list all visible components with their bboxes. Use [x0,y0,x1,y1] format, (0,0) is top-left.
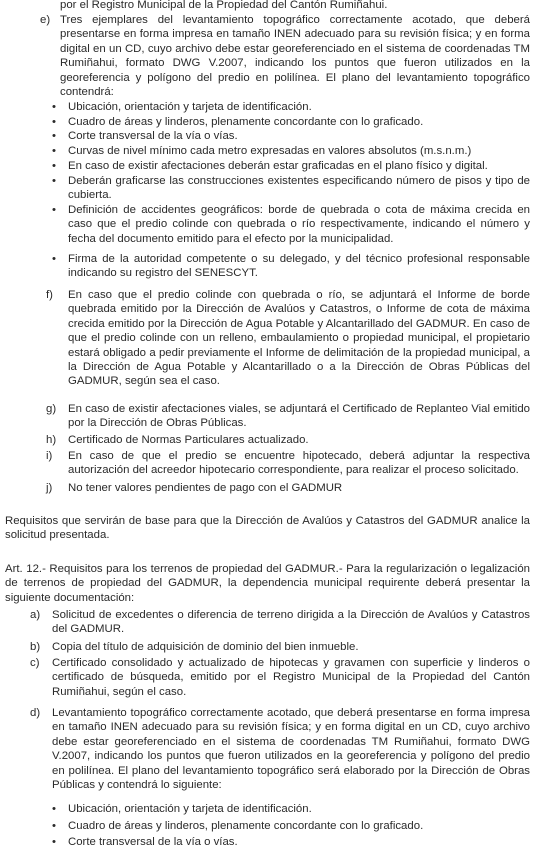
item-marker: f) [46,289,53,301]
bullet-item [52,100,530,114]
bullet-item [52,129,530,143]
item-text: Certificado de Normas Particulares actualizado. [68,434,309,446]
item-text: Tres ejemplares del levantamiento topográfico correctamente acotado, que deberá presentarse en forma impresa en tamaño INEN adecuado para su revisión física; y en forma digital en un CD, cuyo archivo debe estar georeferenciado en el sistema de coordenadas TM Rumiñahui, formato DWG V.2007, indicando los puntos que fueron utilizados en la georeferencia y polígono del predio en polilínea. El plano del levantamiento topográfico contendrá: [60,14,530,99]
bullet-item [52,203,530,246]
bullet-text: Firma de la autoridad competente o su delegado, y del técnico profesional responsable indicando su registro del SENESCYT. [68,253,530,280]
item-marker: a) [30,609,41,621]
item-marker: e) [40,14,51,26]
item-text: No tener valores pendientes de pago con el GADMUR [68,482,343,494]
bullet-icon: • [52,160,56,172]
bullet-text: Definición de accidentes geográficos: borde de quebrada o cota de máxima crecida en caso que el predio colinde con quebrada o río respectivamente, indicando el número y fecha del documento emitido para el efecto por la municipalidad. [68,204,530,245]
list-item-e [40,13,530,99]
item-text: En caso de que el predio se encuentre hipotecado, deberá adjuntar la respectiva autorización del acreedor hipotecario correspondiente, para realizar el proceso solicitado. [68,450,530,477]
list-item-b [30,640,530,654]
item-text: En caso que el predio colinde con quebrada o río, se adjuntará el Informe de borde quebrada emitido por la Dirección de Avalúos y Catastros, o Informe de cota de máxima crecida emitido por la Dirección de Agua Potable y Alcantarillado del GADMUR. En caso de que el predio colinde con un relleno, embaulamiento o propiedad municipal, el propietario estará obligado a pedir previamente el Informe de delimitación de la propiedad municipal, a la Dirección de Agua Potable y Alcantarillado o a la Dirección de Obras Públicas del GADMUR, según sea el caso. [68,289,530,388]
bullet-icon: • [52,820,56,832]
bullet-icon: • [52,204,56,216]
bullet-item [52,174,530,203]
bullet-icon: • [52,836,56,848]
item-marker: h) [46,434,57,446]
list-item-h [46,433,530,447]
bullet-icon: • [52,803,56,815]
article-12-paragraph: Art. 12.- Requisitos para los terrenos de propiedad del GADMUR.- Para la regularización o legalización de terrenos de propiedad del GADMUR, la dependencia municipal requirente deberá presentar la siguiente documentación: [5,563,530,604]
bullet-item [52,835,530,849]
bullet-text: Curvas de nivel mínimo cada metro expresadas en valores absolutos (m.s.n.m.) [68,145,472,157]
list-item-a [30,608,530,637]
item-text: Certificado consolidado y actualizado de hipotecas y gravamen con superficie y linderos o certificado de búsqueda, emitido por el Registro Municipal de la Propiedad del Cantón Rumiñahui, según el caso. [52,657,530,698]
list-item-g [46,402,530,431]
bullet-text: Corte transversal de la vía o vías. [68,836,238,848]
requisitos-paragraph: Requisitos que servirán de base para que la Dirección de Avalúos y Catastros del GADMUR analice la solicitud presentada. [5,515,530,542]
bullet-text: En caso de existir afectaciones deberán estar graficadas en el plano físico y digital. [68,160,488,172]
item-marker: c) [30,657,40,669]
top-line: por el Registro Municipal de la Propiedad del Cantón Rumiñahui. [60,0,388,11]
bullet-text: Deberán graficarse las construcciones existentes especificando número de pisos y tipo de cubierta. [68,175,530,202]
list-item-f [46,288,530,389]
item-text: Solicitud de excedentes o diferencia de terreno dirigida a la Dirección de Avalúos y Catastros del GADMUR. [52,609,530,636]
list-item-j [46,481,530,495]
item-marker: i) [46,450,53,462]
bullet-item [52,144,530,158]
bullet-icon: • [52,253,56,265]
item-text: En caso de existir afectaciones viales, se adjuntará el Certificado de Replanteo Vial emitido por la Dirección de Obras Públicas. [68,403,530,430]
bullet-text: Corte transversal de la vía o vías. [68,130,238,142]
bullet-icon: • [52,175,56,187]
item-text: Copia del título de adquisición de dominio del bien inmueble. [52,641,359,653]
bullet-item [52,115,530,129]
list-item-d [30,706,530,792]
bullet-item [52,802,530,816]
bullet-item [52,252,530,281]
item-marker: j) [46,482,53,494]
bullet-text: Cuadro de áreas y linderos, plenamente concordante con lo graficado. [68,116,424,128]
list-item-i [46,449,530,478]
bullet-icon: • [52,116,56,128]
bullet-text: Ubicación, orientación y tarjeta de identificación. [68,803,312,815]
item-marker: b) [30,641,41,653]
item-marker: d) [30,707,41,719]
bullet-item [52,159,530,173]
bullet-icon: • [52,130,56,142]
item-marker: g) [46,403,57,415]
bullet-text: Cuadro de áreas y linderos, plenamente concordante con lo graficado. [68,820,424,832]
item-text: Levantamiento topográfico correctamente acotado, que deberá presentarse en forma impresa en tamaño INEN adecuado para su revisión física; y en forma digital en un CD, cuyo archivo debe estar georeferenciado en el sistema de coordenadas TM Rumiñahui, formato DWG V.2007, indicando los puntos que fueron utilizados en la georeferencia y polígono del predio en polilínea. El plano del levantamiento topográfico será elaborado por la Dirección de Obras Públicas y contendrá lo siguiente: [52,707,530,792]
bullet-item [52,819,530,833]
bullet-icon: • [52,145,56,157]
bullet-icon: • [52,101,56,113]
bullet-text: Ubicación, orientación y tarjeta de identificación. [68,101,312,113]
list-item-c [30,656,530,699]
